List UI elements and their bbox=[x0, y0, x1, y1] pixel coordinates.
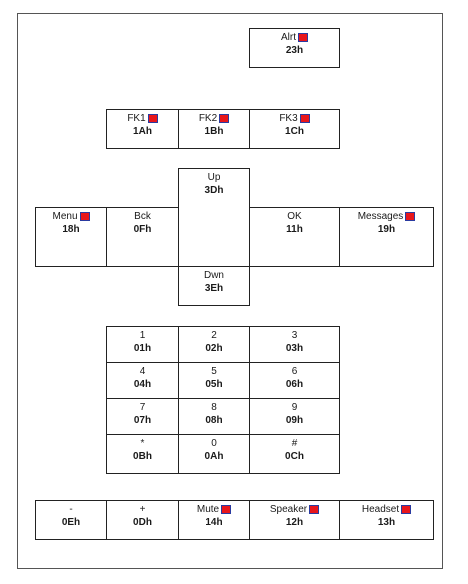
plus-code: 0Dh bbox=[133, 517, 152, 528]
mute-led-icon bbox=[221, 505, 231, 514]
key-2-code: 02h bbox=[205, 343, 223, 354]
key-9-code: 09h bbox=[285, 415, 304, 426]
dwn-label: Dwn bbox=[203, 270, 224, 281]
fk2-label: FK2 bbox=[198, 113, 218, 124]
fk1-key[interactable] bbox=[106, 109, 179, 149]
fk1-code: 1Ah bbox=[133, 126, 152, 137]
key-1-label: 1 bbox=[139, 330, 146, 341]
key-9-label: 9 bbox=[291, 402, 298, 413]
key-5[interactable] bbox=[178, 362, 250, 399]
fk2-key[interactable] bbox=[178, 109, 250, 149]
ok-label: OK bbox=[287, 211, 302, 222]
speaker-code: 12h bbox=[285, 517, 304, 528]
alrt-code: 23h bbox=[285, 45, 304, 56]
alrt-led-icon bbox=[298, 33, 308, 42]
messages-label: Messages bbox=[357, 211, 404, 222]
key-star-code: 0Bh bbox=[133, 451, 152, 462]
speaker-led-icon bbox=[309, 505, 319, 514]
key-0-code: 0Ah bbox=[204, 451, 224, 462]
key-5-label: 5 bbox=[211, 366, 217, 377]
mute-code: 14h bbox=[205, 517, 223, 528]
headset-code: 13h bbox=[377, 517, 396, 528]
fk2-led-icon bbox=[219, 114, 229, 123]
fk2-code: 1Bh bbox=[204, 126, 224, 137]
fk3-key[interactable] bbox=[249, 109, 340, 149]
key-0[interactable] bbox=[178, 434, 250, 474]
key-4-label: 4 bbox=[139, 366, 146, 377]
key-hash[interactable] bbox=[249, 434, 340, 474]
headset-led-icon bbox=[401, 505, 411, 514]
key-6-code: 06h bbox=[285, 379, 304, 390]
menu-label: Menu bbox=[52, 211, 78, 222]
key-2[interactable] bbox=[178, 326, 250, 363]
alrt-key[interactable] bbox=[249, 28, 340, 68]
key-hash-code: 0Ch bbox=[285, 451, 304, 462]
headset-key[interactable] bbox=[339, 500, 434, 540]
messages-code: 19h bbox=[377, 224, 396, 235]
key-3-label: 3 bbox=[291, 330, 298, 341]
key-7-label: 7 bbox=[139, 402, 146, 413]
key-8[interactable] bbox=[178, 398, 250, 435]
mute-label: Mute bbox=[196, 504, 220, 515]
bck-label: Bck bbox=[134, 211, 151, 222]
minus-key[interactable] bbox=[35, 500, 107, 540]
fk1-led-icon bbox=[148, 114, 158, 123]
menu-code: 18h bbox=[62, 224, 80, 235]
messages-led-icon bbox=[405, 212, 415, 221]
ok-code: 11h bbox=[286, 224, 303, 235]
fk3-label: FK3 bbox=[279, 113, 298, 124]
key-5-code: 05h bbox=[205, 379, 223, 390]
key-hash-label: # bbox=[291, 438, 298, 449]
bck-code: 0Fh bbox=[133, 224, 152, 235]
up-key[interactable] bbox=[178, 168, 250, 208]
up-code: 3Dh bbox=[204, 185, 224, 196]
key-star[interactable] bbox=[106, 434, 179, 474]
speaker-key[interactable] bbox=[249, 500, 340, 540]
minus-label: - bbox=[69, 504, 73, 515]
bck-key[interactable] bbox=[106, 207, 179, 267]
key-3-code: 03h bbox=[285, 343, 304, 354]
key-7-code: 07h bbox=[133, 415, 152, 426]
fk3-code: 1Ch bbox=[285, 126, 304, 137]
key-star-label: * bbox=[140, 438, 145, 449]
dwn-code: 3Eh bbox=[204, 283, 224, 294]
key-2-label: 2 bbox=[211, 330, 217, 341]
dwn-key[interactable] bbox=[178, 266, 250, 306]
messages-key[interactable] bbox=[339, 207, 434, 267]
plus-label: + bbox=[139, 504, 146, 515]
ok-key[interactable] bbox=[249, 207, 340, 267]
menu-led-icon bbox=[80, 212, 90, 221]
alrt-label: Alrt bbox=[281, 32, 296, 43]
plus-key[interactable] bbox=[106, 500, 179, 540]
headset-label: Headset bbox=[361, 504, 400, 515]
key-9[interactable] bbox=[249, 398, 340, 435]
key-4[interactable] bbox=[106, 362, 179, 399]
key-1[interactable] bbox=[106, 326, 179, 363]
key-3[interactable] bbox=[249, 326, 340, 363]
center-blank bbox=[178, 207, 250, 267]
fk1-label: FK1 bbox=[127, 113, 146, 124]
key-1-code: 01h bbox=[133, 343, 152, 354]
key-6[interactable] bbox=[249, 362, 340, 399]
menu-key[interactable] bbox=[35, 207, 107, 267]
key-0-label: 0 bbox=[211, 438, 217, 449]
key-8-label: 8 bbox=[211, 402, 217, 413]
up-label: Up bbox=[207, 172, 221, 183]
key-8-code: 08h bbox=[205, 415, 223, 426]
key-4-code: 04h bbox=[133, 379, 152, 390]
key-6-label: 6 bbox=[291, 366, 298, 377]
key-7[interactable] bbox=[106, 398, 179, 435]
mute-key[interactable] bbox=[178, 500, 250, 540]
speaker-label: Speaker bbox=[269, 504, 308, 515]
minus-code: 0Eh bbox=[61, 517, 81, 528]
fk3-led-icon bbox=[300, 114, 310, 123]
